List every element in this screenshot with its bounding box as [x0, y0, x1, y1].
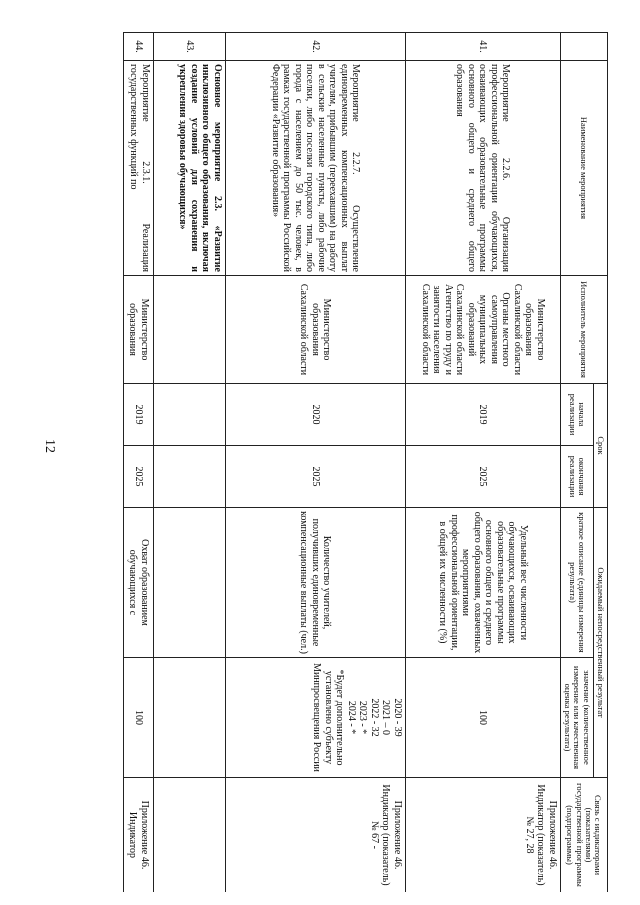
header-term: Срок [593, 384, 607, 508]
row-name: Мероприятие 2.2.7. Осуществление единовременных компенсационных выплат учителям, прибывшим (переехавшим) на работу в сельские населенные пункты, либо рабочие поселки, либо поселки городского типа, либо города с населением до 50 тыс. человек, в рамках государственной программы Российской Федерации «Развитие образования» [225, 61, 405, 276]
row-executor: Министерство образования Сахалинской области Органы местного самоуправления муниципальных образований Сахалинской области Агентство по труду и занятости населения Сахалинской области [405, 276, 560, 384]
row-value: 100 [405, 658, 560, 778]
header-num [560, 33, 607, 61]
row-name: Основное мероприятие 2.3. «Развитие инклюзивного общего образования, включая создание условий для сохранения и укрепления здоровья обучающихся» [153, 61, 225, 276]
table-row [225, 33, 405, 893]
row-value [153, 658, 225, 778]
row-name: Мероприятие 2.2.6. Организация профессиональной ориентации обучающихся, осваивающих образовательные программы основного общего и среднего общего образования [405, 61, 560, 276]
table-row [405, 33, 560, 893]
row-end [153, 446, 225, 508]
header-row-1 [593, 33, 607, 893]
header-expected: Ожидаемый непосредственный результат [593, 508, 607, 778]
measures-table [123, 32, 608, 892]
row-brief: Количество учителей, получивших единовременные компенсационные выплаты (чел.) [225, 508, 405, 658]
header-link: Связь с индикаторами (показателями) государственной программы (подпрограммы) [560, 778, 607, 893]
row-name: Мероприятие 2.3.1. Реализация государственных функций по [123, 61, 153, 276]
row-start: 2020 [225, 384, 405, 446]
row-end: 2025 [405, 446, 560, 508]
header-brief: краткое описание (единицы измерения результата) [560, 508, 593, 658]
header-executor: Исполнитель мероприятия [560, 276, 607, 384]
row-num: 42. [225, 33, 405, 61]
table-row [153, 33, 225, 893]
row-end: 2025 [123, 446, 153, 508]
row-start: 2019 [405, 384, 560, 446]
row-executor: Министерство образования Сахалинской области [225, 276, 405, 384]
row-brief: Удельный вес численности обучающихся, осваивающих образовательные программы основного общего и среднего общего образования, охваченных мероприятиями профессиональной ориентации, в общей их численности (%) [405, 508, 560, 658]
row-num: 43. [153, 33, 225, 61]
header-start: начала реализации [560, 384, 593, 446]
row-brief [153, 508, 225, 658]
row-link [153, 778, 225, 893]
row-end: 2025 [225, 446, 405, 508]
rotated-page [96, 32, 608, 892]
header-end: окончания реализации [560, 446, 593, 508]
header-name: Наименование мероприятия [560, 61, 607, 276]
row-num: 41. [405, 33, 560, 61]
header-value: значение (количественное измерение или качественная оценка результата) [560, 658, 593, 778]
row-link: Приложение 46. Индикатор (показатель) № 67 - [225, 778, 405, 893]
table-sheet [96, 32, 608, 892]
row-brief: Охват образованием обучающихся с [123, 508, 153, 658]
row-num: 44. [123, 33, 153, 61]
row-start: 2019 [123, 384, 153, 446]
table-row [123, 33, 153, 893]
page-number: 12 [42, 439, 57, 453]
row-start [153, 384, 225, 446]
row-value: 2020 - 39 2021 – 0 2022 - 32 2023 - * 2024 - * *Будет дополнительно установлено субъекту Минпросвещения России [225, 658, 405, 778]
row-link: Приложение 46. Индикатор (показатель) № 27, 28 [405, 778, 560, 893]
row-link: Приложение 46. Индикатор [123, 778, 153, 893]
row-executor: Министерство образования [123, 276, 153, 384]
row-executor [153, 276, 225, 384]
row-value: 100 [123, 658, 153, 778]
